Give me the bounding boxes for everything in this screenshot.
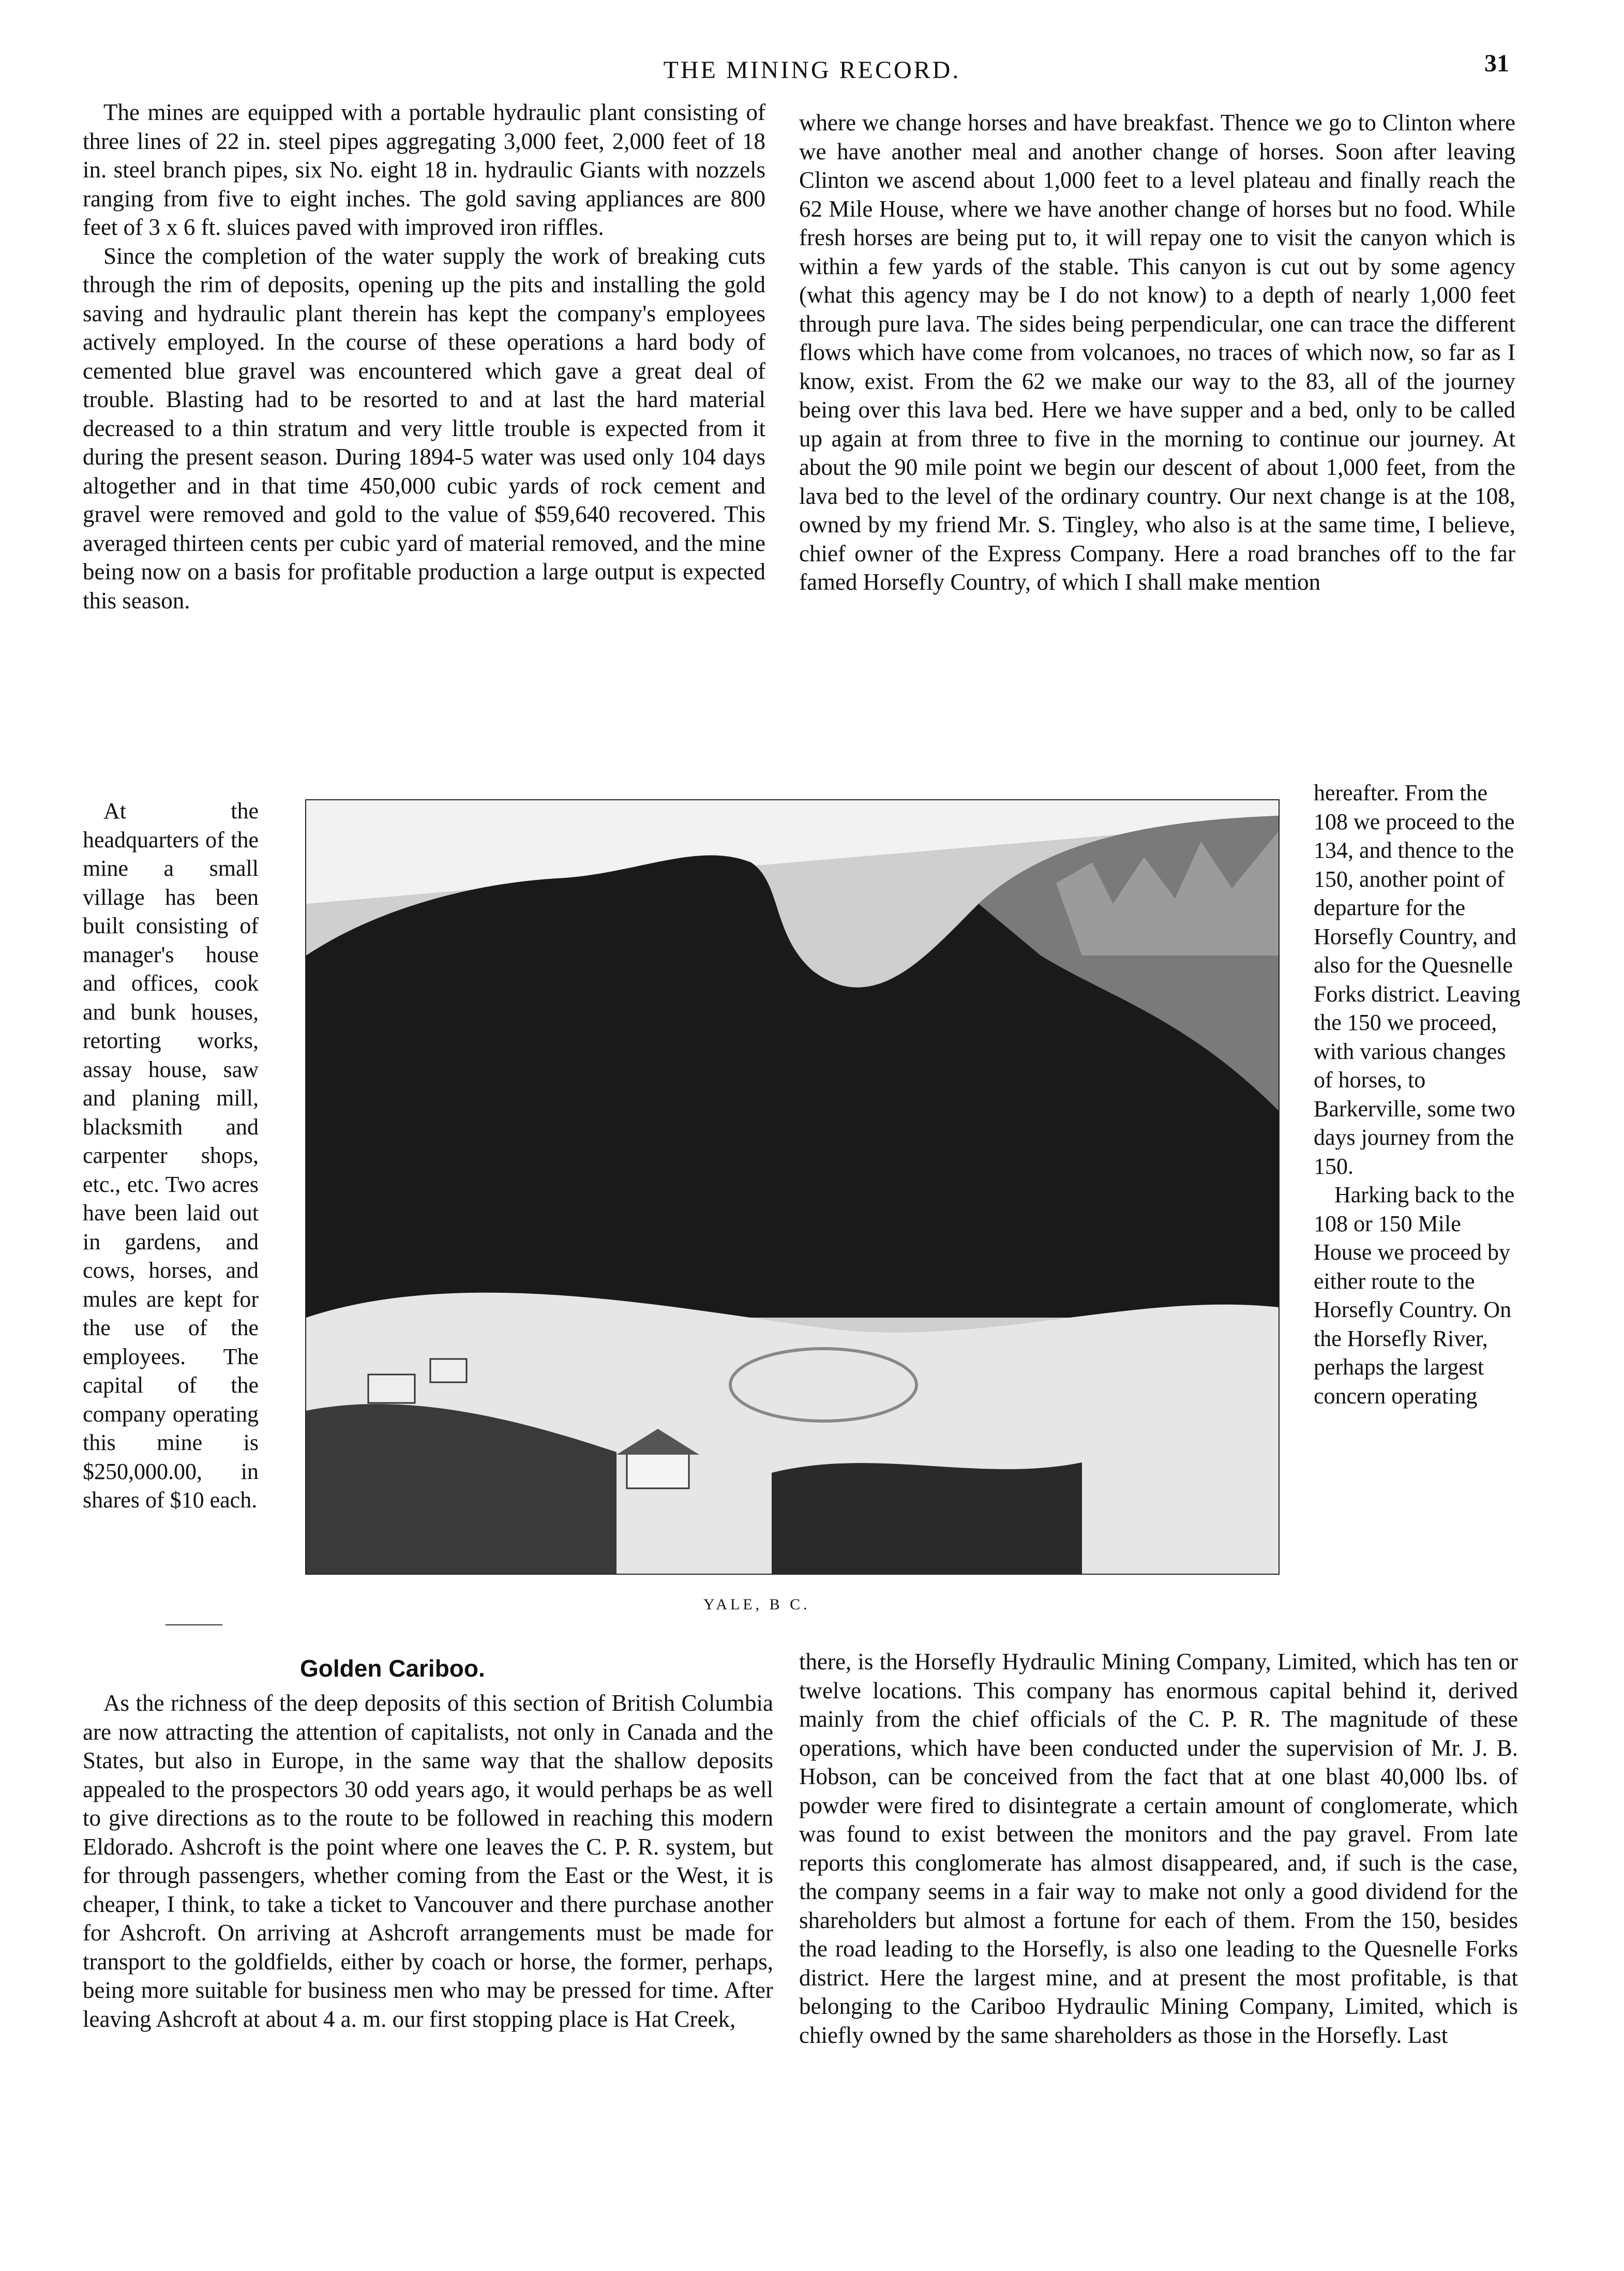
paragraph-horsefly-company: there, is the Horsefly Hydraulic Mining Company, Limited, which has ten or twelve locations. This company has enormous capital behind it, derived mainly from the chief officials of the C. P. R. The magnitude of these operations, which have been conducted under the supervision of Mr. J. B. Hobson, can be conceived from the fact that at one blast 40,000 lbs. of powder were fired to disintegrate a certain amount of conglomerate, which was found to exist between the monitors and the pay gravel. From late reports this conglomerate has almost disappeared, and, if such is the case, the company seems in a fair way to make not only a good dividend for the shareholders but almost a fortune for each of them. From the 150, besides the road leading to the Horsefly, is also one leading to the Quesnelle Forks district. Here the largest mine, and at present the most profitable, is that belonging to the Cariboo Hydraulic Mining Company, Limited, which is chiefly owned by the same shareholders as those in the Horsefly. Last xyxy=(799,1649,1518,2048)
paragraph-headquarters: At the headquarters of the mine a small village has been built consisting of manager's house and offices, cook and bunk houses, retorting works, assay house, saw and planing mill, blacksmith and carpenter shops, etc., etc. Two acres have been laid out in gardens, and cows, horses, and mules are kept for the use of the employees. The capital of the company operating this mine is $250,000.00, in shares of $10 each. xyxy=(83,798,259,1513)
paragraph-golden-cariboo: As the richness of the deep deposits of this section of British Columbia are now attracting the attention of capitalists, not only in Canada and the States, but also in Europe, in the same way that the shallow deposits appealed to the prospectors 30 odd years ago, it would perhaps be as well to give directions as to the route to be followed in reaching this modern Eldorado. Ashcroft is the point where one leaves the C. P. R. system, but for through passengers, whether coming from the East or the West, it is cheaper, I think, to take a ticket to Vancouver and there purchase another for Ashcroft. On arriving at Ashcroft arrangements must be made for transport to the goldfields, either by coach or horse, the former, perhaps, being more suitable for business men who may be pressed for time. After leaving Ashcroft at about 4 a. m. our first stopping place is Hat Creek, xyxy=(83,1690,773,2032)
running-title: THE MINING RECORD. xyxy=(663,56,961,84)
paragraph-hydraulic-plant: The mines are equipped with a portable hydraulic plant consisting of three lines of 22 in. steel pipes aggregating 3,000 feet, 2,000 feet of 18 in. steel branch pipes, six No. eight 18 in. hydraulic Giants with nozzels ranging from five to eight inches. The gold saving appliances are 800 feet of 3 x 6 ft. sluices paved with improved iron riffles. xyxy=(83,99,765,240)
section-heading-golden-cariboo: Golden Cariboo. xyxy=(300,1655,485,1682)
article-right-bottom xyxy=(799,1648,1518,2050)
golden-cariboo-body xyxy=(83,1689,773,2034)
paragraph-route-clinton: where we change horses and have breakfast. Thence we go to Clinton where we have another meal and another change of horses. Soon after leaving Clinton we ascend about 1,000 feet to a level plateau and finally reach the 62 Mile House, where we have another change of horses but no food. While fresh horses are being put to, it will repay one to visit the canyon which is within a few yards of the stable. This canyon is cut out by some agency (what this agency may be I do not know) to a depth of nearly 1,000 feet through pure lava. The sides being perpendicular, one can trace the different flows which have come from volcanoes, no traces of which now, so far as I know, exist. From the 62 we make our way to the 83, all of the journey being over this lava bed. Here we have supper and a bed, only to be called up again at from three to five in the morning to continue our journey. At about the 90 mile point we begin our descent of about 1,000 feet, from the lava bed to the level of the ordinary country. Our next change is at the 108, owned by my friend Mr. S. Tingley, who also is at the same time, I believe, chief owner of the Express Company. Here a road branches off to the far famed Horsefly Country, of which I shall make mention xyxy=(799,110,1515,595)
photo-caption: YALE, B C. xyxy=(703,1596,810,1613)
yale-landscape-photo xyxy=(305,799,1280,1575)
paragraph-route-continuation: hereafter. From the 108 we proceed to the 134, and thence to the 150, another point of departure for the Horsefly Country, and also for the Quesnelle Forks district. Leaving the 150 we proceed, with various changes of horses, to Barkerville, some two days journey from the 150. xyxy=(1314,780,1521,1179)
divider-rule xyxy=(166,1624,222,1625)
article-left-side-column xyxy=(83,797,259,1515)
article-left-top xyxy=(83,98,765,615)
paragraph-water-supply: Since the completion of the water supply the work of breaking cuts through the rim of deposits, opening up the pits and installing the gold saving and hydraulic plant therein has kept the company's employees actively employed. In the course of these operations a hard body of cemented blue gravel was encountered which gave a great deal of trouble. Blasting had to be resorted to and at last the hard material decreased to a thin stratum and very little trouble is expected from it during the present season. During 1894-5 water was used only 104 days altogether and in that time 450,000 cubic yards of rock cement and gravel were removed and gold to the value of $59,640 recovered. This averaged thirteen cents per cubic yard of material removed, and the mine being now on a basis for profitable production a large output is expected this season. xyxy=(83,243,765,614)
paragraph-harking-back: Harking back to the 108 or 150 Mile House we proceed by either route to the Horsefly Country. On the Horsefly River, perhaps the largest concern operating xyxy=(1314,1182,1515,1409)
landscape-photo-icon xyxy=(306,800,1279,1574)
article-right-side-column xyxy=(1314,779,1521,1410)
article-right-top xyxy=(799,109,1515,597)
page-number: 31 xyxy=(1484,50,1509,77)
